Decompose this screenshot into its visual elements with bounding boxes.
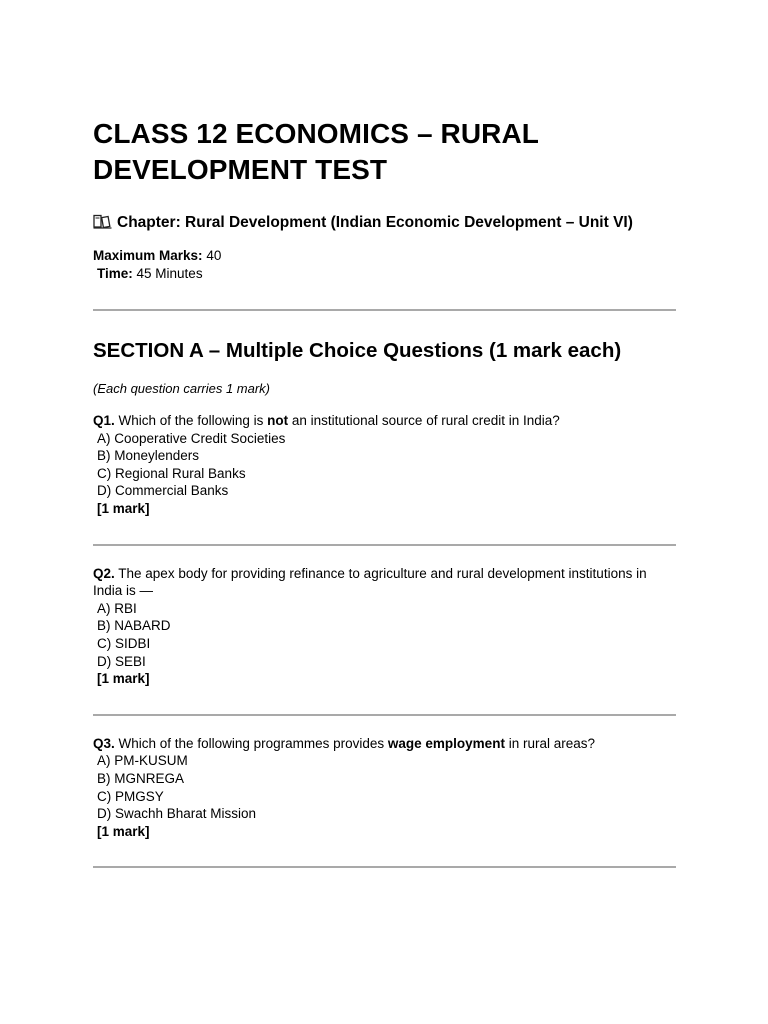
option-a: A) Cooperative Credit Societies <box>97 430 286 446</box>
max-marks-label: Maximum Marks: <box>93 248 203 263</box>
option-a: A) PM-KUSUM <box>97 753 188 769</box>
option-b: B) Moneylenders <box>97 448 200 464</box>
question-number: Q1. <box>93 413 115 428</box>
option-d: D) Swachh Bharat Mission <box>97 806 257 822</box>
books-icon <box>93 214 113 229</box>
option-a: A) RBI <box>97 600 137 616</box>
question-2 <box>93 565 676 688</box>
question-text <box>93 735 676 753</box>
option-d: D) Commercial Banks <box>97 483 229 499</box>
question-3 <box>93 735 676 841</box>
option-c: C) PMGSY <box>97 788 164 804</box>
divider <box>93 309 676 311</box>
option-d: D) SEBI <box>97 653 146 669</box>
question-text-part: in rural areas? <box>504 735 595 751</box>
question-text <box>93 412 676 430</box>
option-c: C) Regional Rural Banks <box>97 465 246 481</box>
divider <box>93 866 676 868</box>
chapter-text: Chapter: Rural Development (Indian Economic Development – Unit VI) <box>117 214 633 231</box>
page-title: CLASS 12 ECONOMICS – RURAL DEVELOPMENT TEST <box>93 118 539 185</box>
divider <box>93 544 676 546</box>
divider <box>93 714 676 716</box>
question-marks: [1 mark] <box>97 500 150 516</box>
question-number: Q2. <box>93 565 115 581</box>
max-marks-value: 40 <box>206 248 222 263</box>
question-text-part: Which of the following programmes provides <box>118 735 388 751</box>
question-text-part: an institutional source of rural credit in India? <box>288 413 560 428</box>
time-row <box>93 265 676 283</box>
question-text <box>93 565 676 600</box>
question-text-emphasis: not <box>267 413 289 428</box>
time-label: Time: <box>97 266 133 281</box>
option-b: B) NABARD <box>97 618 171 634</box>
test-meta <box>93 247 676 283</box>
question-1 <box>93 412 676 518</box>
question-marks: [1 mark] <box>97 823 150 839</box>
section-a-title: SECTION A – Multiple Choice Questions (1 mark each) <box>93 339 622 362</box>
question-number: Q3. <box>93 735 115 751</box>
max-marks-row <box>93 247 676 265</box>
section-note: (Each question carries 1 mark) <box>93 381 271 396</box>
chapter-heading <box>93 212 676 234</box>
time-value: 45 Minutes <box>136 266 203 281</box>
option-b: B) MGNREGA <box>97 770 185 786</box>
question-text-part: The apex body for providing refinance to agriculture and rural development institutions in India is — <box>93 565 647 599</box>
question-text-part: Which of the following is <box>118 413 268 428</box>
option-c: C) SIDBI <box>97 635 151 651</box>
question-marks: [1 mark] <box>97 671 150 687</box>
question-text-emphasis: wage employment <box>387 735 505 751</box>
